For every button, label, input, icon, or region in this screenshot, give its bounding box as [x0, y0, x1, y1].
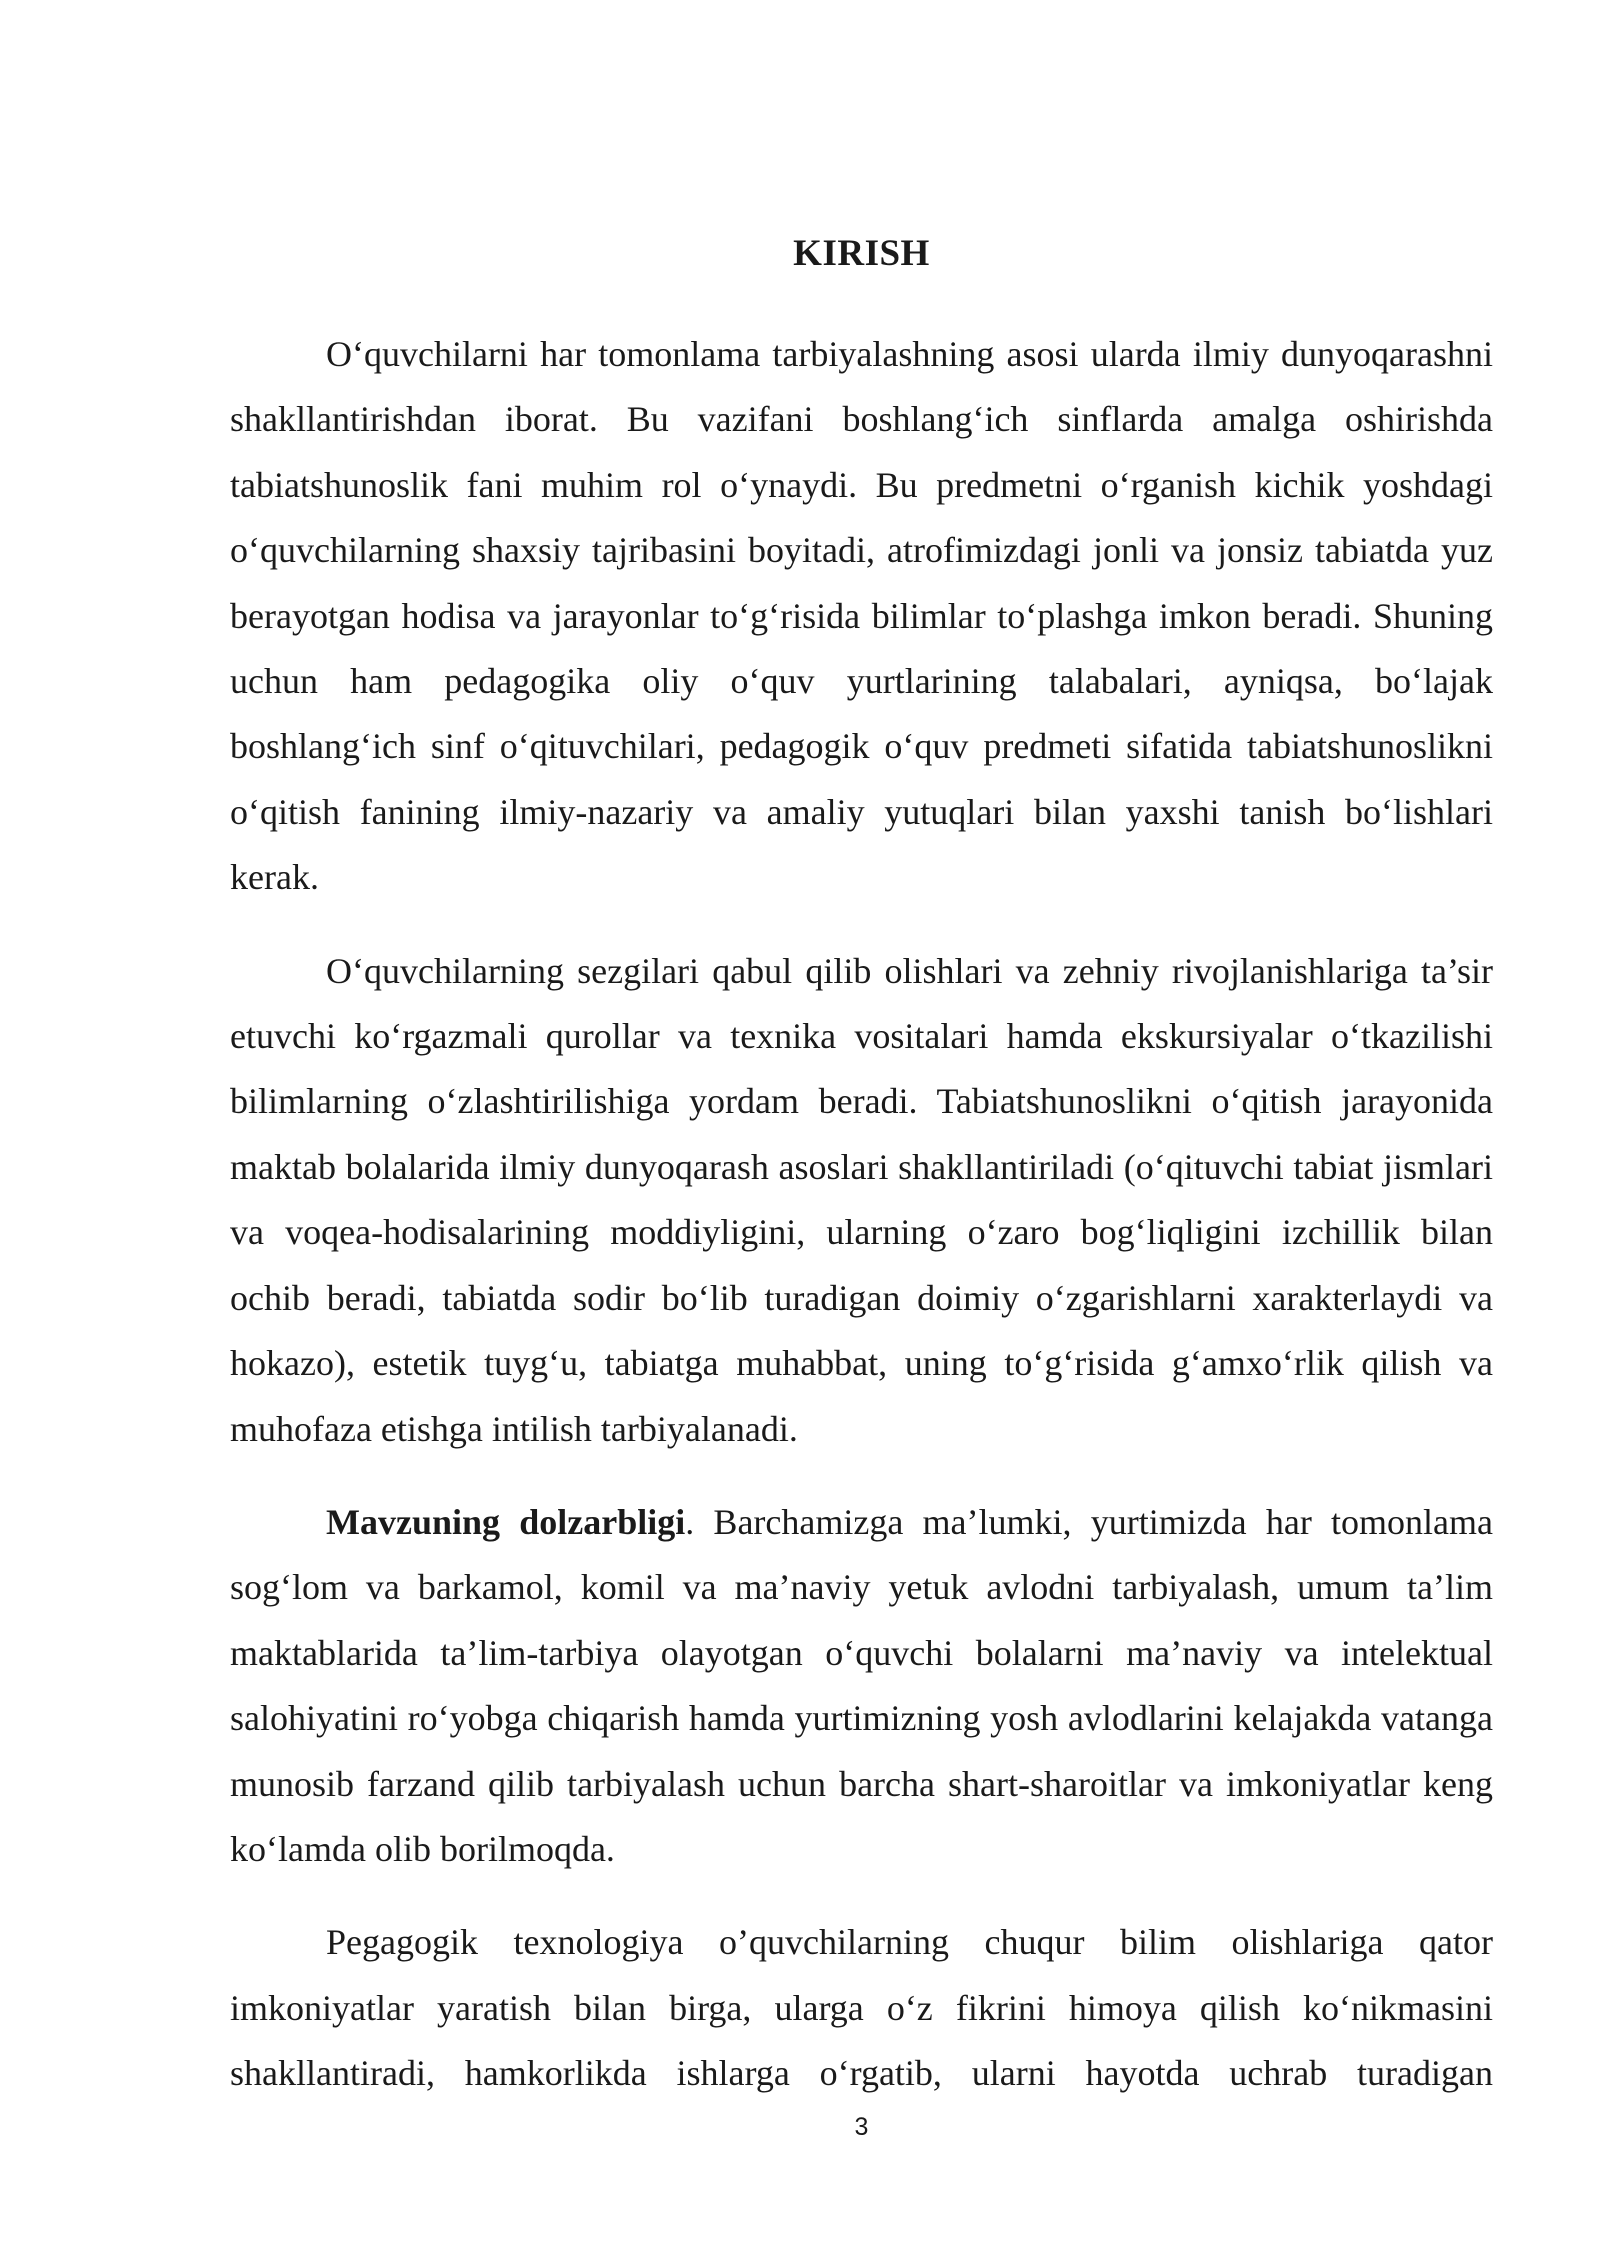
- paragraph-relevance: [230, 1490, 1493, 1882]
- paragraph-text: Pegagogik texnologiya o’quvchilarning chuqur bilim olishlariga qator imkoniyatlar yaratish bilan birga, ularga o‘z fikrini himoya qilish ko‘nikmasini shakllantiradi, hamkorlikda ishlarga o‘rgatib, ularni hayotda uchrab turadigan: [230, 1922, 1493, 2094]
- document-body: [230, 322, 1493, 2107]
- paragraph-text: O‘quvchilarni har tomonlama tarbiyalashning asosi ularda ilmiy dunyoqarashni shakllantirishdan iborat. Bu vazifani boshlang‘ich sinflarda amalga oshirishda tabiatshunoslik fani muhim rol o‘ynaydi. Bu predmetni o‘rganish kichik yoshdagi o‘quvchilarning shaxsiy tajribasini boyitadi, atrofimizdagi jonli va jonsiz tabiatda yuz berayotgan hodisa va jarayonlar to‘g‘risida bilimlar to‘plashga imkon beradi. Shuning uchun ham pedagogika oliy o‘quv yurtlarining talabalari, ayniqsa, bo‘lajak boshlang‘ich sinf o‘qituvchilari, pedagogik o‘quv predmeti sifatida tabiatshunoslikni o‘qitish fanining ilmiy-nazariy va amaliy yutuqlari bilan yaxshi tanish bo‘lishlari kerak.: [230, 334, 1493, 898]
- paragraph-text: O‘quvchilarning sezgilari qabul qilib olishlari va zehniy rivojlanishlariga ta’sir etuvchi ko‘rgazmali qurollar va texnika vositalari hamda ekskursiyalar o‘tkazilishi bilimlarning o‘zlashtirilishiga yordam beradi. Tabiatshunoslikni o‘qitish jarayonida maktab bolalarida ilmiy dunyoqarash asoslari shakllantiriladi (o‘qituvchi tabiat jismlari va voqea-hodisalarining moddiyligini, ularning o‘zaro bog‘liqligini izchillik bilan ochib beradi, tabiatda sodir bo‘lib turadigan doimiy o‘zgarishlarni xarakterlaydi va hokazo), estetik tuyg‘u, tabiatga muhabbat, uning to‘g‘risida g‘amxo‘rlik qilish va muhofaza etishga intilish tarbiyalanadi.: [230, 950, 1493, 1449]
- paragraph-text: . Barchamizga ma’lumki, yurtimizda har tomonlama sog‘lom va barkamol, komil va ma’naviy yetuk avlodni tarbiyalash, umum ta’lim maktablarida ta’lim-tarbiya olayotgan o‘quvchi bolalarni ma’naviy va intelektual salohiyatini ro‘yobga chiqarish hamda yurtimizning yosh avlodlarini kelajakda vatanga munosib farzand qilib tarbiyalash uchun barcha shart-sharoitlar va imkoniyatlar keng ko‘lamda olib borilmoqda.: [230, 1501, 1493, 1869]
- page-number: 3: [854, 2113, 869, 2141]
- paragraph-pedagogical-technology: [230, 1910, 1493, 2106]
- paragraph-lead: Mavzuning dolzarbligi: [326, 1501, 686, 1542]
- paragraph-visual-aids: [230, 939, 1493, 1462]
- paragraph-intro: [230, 322, 1493, 911]
- page-title: KIRISH: [793, 233, 930, 274]
